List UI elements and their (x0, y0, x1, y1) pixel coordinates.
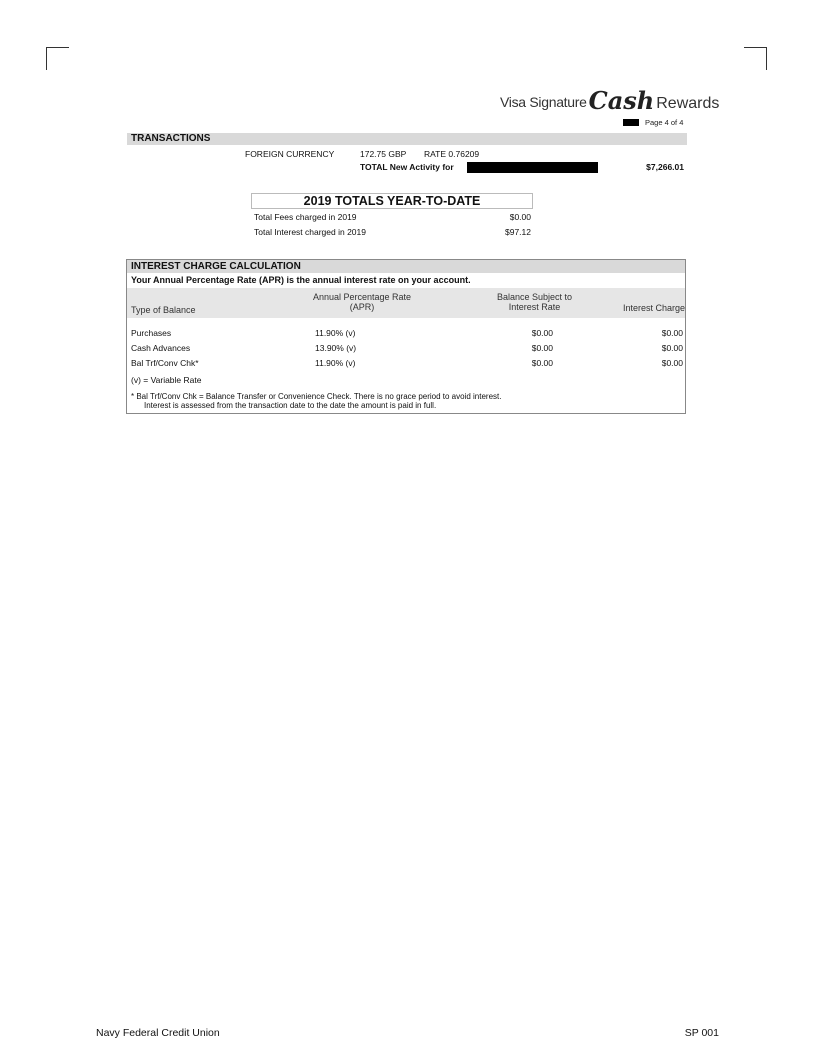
brand-script: Cash (588, 86, 655, 115)
row-cash-advances-balance: $0.00 (531, 343, 553, 353)
footnote-line2: Interest is assessed from the transaction date to the date the amount is paid in full. (144, 401, 437, 410)
redacted-name (467, 162, 598, 173)
header-balance-line1: Balance Subject to (496, 292, 573, 302)
row-purchases-apr: 11.90% (v) (315, 328, 356, 338)
brand-logo (500, 86, 720, 116)
variable-rate-note: (v) = Variable Rate (131, 375, 202, 385)
header-apr-line1: Annual Percentage Rate (312, 292, 412, 302)
footnote-line1: * Bal Trf/Conv Chk = Balance Transfer or Convenience Check. There is no grace period to avoid interest. (131, 392, 502, 401)
footer-institution: Navy Federal Credit Union (96, 1027, 220, 1039)
header-type: Type of Balance (131, 305, 196, 315)
page-number: Page 4 of 4 (645, 118, 684, 127)
row-baltrf-type: Bal Trf/Conv Chk* (131, 358, 199, 368)
row-cash-advances-type: Cash Advances (131, 343, 191, 353)
transactions-title: TRANSACTIONS (127, 133, 687, 145)
interest-charge-section (126, 259, 686, 414)
exchange-rate: RATE 0.76209 (424, 149, 480, 159)
brand-prefix: Visa Signature (500, 94, 587, 110)
redacted-block (623, 119, 639, 126)
ytd-fees-value: $0.00 (509, 212, 531, 222)
crop-mark-top-left (46, 47, 69, 70)
interest-title: INTEREST CHARGE CALCULATION (127, 260, 685, 273)
header-interest-charge: Interest Charge (622, 303, 685, 313)
ytd-fees-label: Total Fees charged in 2019 (254, 212, 357, 222)
row-baltrf-charge: $0.00 (661, 358, 683, 368)
brand-suffix: Rewards (656, 95, 720, 112)
row-cash-advances-apr: 13.90% (v) (315, 343, 357, 353)
crop-mark-top-right (744, 47, 767, 70)
row-baltrf-balance: $0.00 (531, 358, 553, 368)
interest-subtitle: Your Annual Percentage Rate (APR) is the annual interest rate on your account. (131, 275, 471, 285)
ytd-interest-value: $97.12 (505, 227, 531, 237)
total-new-activity-label: TOTAL New Activity for (360, 162, 454, 172)
interest-table-header (127, 288, 685, 318)
footer-code: SP 001 (684, 1027, 719, 1039)
row-purchases-charge: $0.00 (661, 328, 683, 338)
foreign-amount: 172.75 GBP (360, 149, 407, 159)
header-apr-line2: (APR) (349, 302, 375, 312)
ytd-title: 2019 TOTALS YEAR-TO-DATE (251, 193, 533, 209)
row-purchases-balance: $0.00 (531, 328, 553, 338)
row-cash-advances-charge: $0.00 (661, 343, 683, 353)
row-baltrf-apr: 11.90% (v) (315, 358, 356, 368)
row-purchases-type: Purchases (131, 328, 172, 338)
foreign-currency-label: FOREIGN CURRENCY (245, 149, 335, 159)
header-balance-line2: Interest Rate (508, 302, 561, 312)
total-new-activity-amount: $7,266.01 (646, 162, 684, 172)
ytd-interest-label: Total Interest charged in 2019 (254, 227, 366, 237)
